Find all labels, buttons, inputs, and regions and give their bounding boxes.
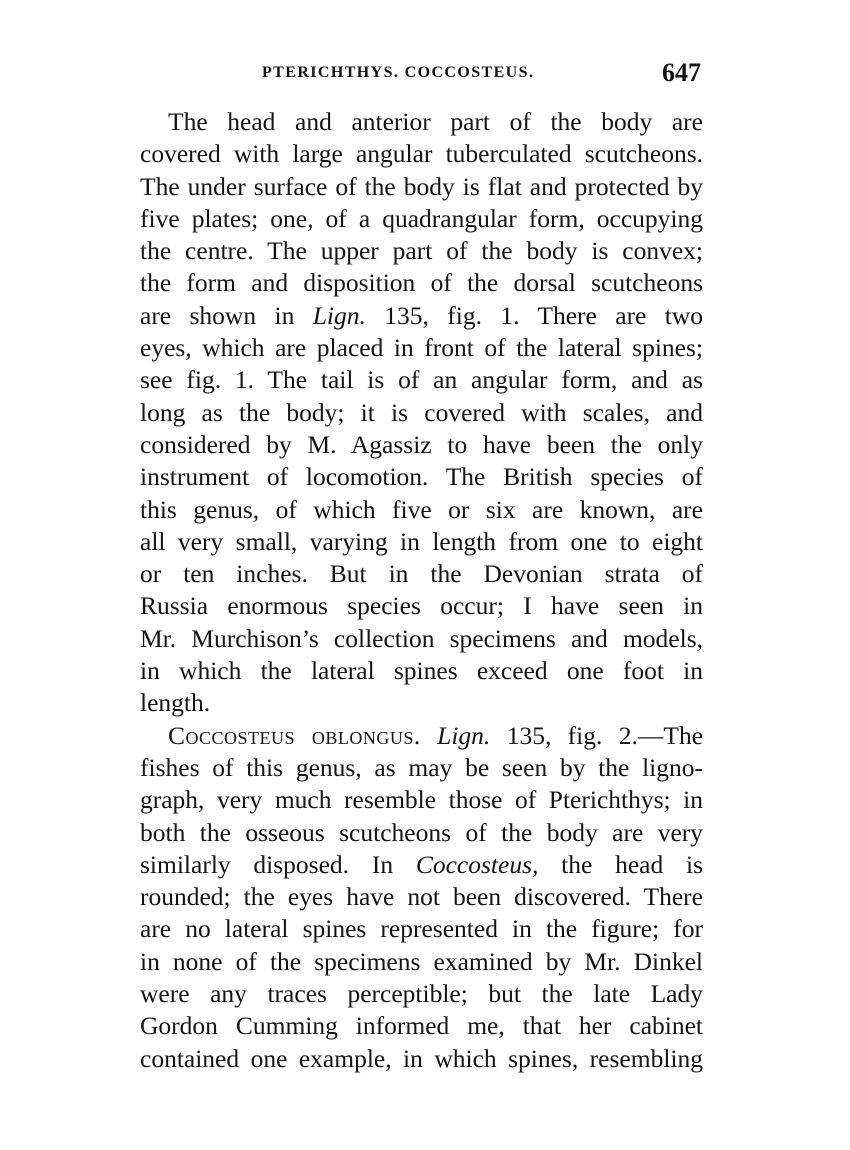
text-fragment: similarly disposed. In <box>140 849 394 879</box>
text-line: fishes of this genus, as may be seen by the ligno- <box>140 752 703 782</box>
text-line: the form and disposition of the dorsal scutcheons <box>140 268 703 298</box>
running-title: PTERICHTHYS. COCCOSTEUS. <box>262 64 535 81</box>
text-line-with-genus <box>140 849 703 881</box>
text-line: in none of the specimens examined by Mr. Dinkel <box>140 946 703 976</box>
text-line-with-reference <box>140 300 703 332</box>
text-line: both the osseous scutcheons of the body are very <box>140 817 703 847</box>
genus-name: Coccosteus, <box>415 849 539 879</box>
text-line: length. <box>140 688 211 718</box>
text-line: were any traces perceptible; but the late Lady <box>140 979 703 1009</box>
section-heading-line <box>140 720 703 752</box>
text-line: The head and anterior part of the body are <box>168 107 703 136</box>
text-fragment: 135, fig. 1. There are two <box>384 300 704 330</box>
text-line: rounded; the eyes have not been discovered. There <box>140 882 703 912</box>
text-line: Gordon Cumming informed me, that her cabinet <box>140 1011 703 1041</box>
text-line: considered by M. Agassiz to have been the only <box>140 429 703 459</box>
text-line: this genus, of which five or six are known, are <box>140 494 703 524</box>
text-line: Russia enormous species occur; I have seen in <box>140 591 703 621</box>
text-fragment: 135, fig. 2.—The <box>506 720 704 750</box>
text-line: or ten inches. But in the Devonian strata of <box>140 559 703 589</box>
running-header <box>140 60 705 90</box>
text-line: Mr. Murchison’s collection specimens and models, <box>140 623 703 653</box>
lign-reference: Lign. <box>437 720 491 750</box>
text-line: all very small, varying in length from one to eight <box>140 526 703 556</box>
body-text <box>140 106 703 1075</box>
text-line: eyes, which are placed in front of the lateral spines; <box>140 333 703 363</box>
text-line: long as the body; it is covered with scales, and <box>140 397 703 427</box>
text-line: instrument of locomotion. The British species of <box>140 462 703 492</box>
text-line: graph, very much resemble those of Pterichthys; in <box>140 785 703 815</box>
text-line: The under surface of the body is flat and protected by <box>140 171 703 201</box>
text-line: five plates; one, of a quadrangular form, occupying <box>140 203 703 233</box>
text-line: see fig. 1. The tail is of an angular form, and as <box>140 365 703 395</box>
page-number: 647 <box>662 58 701 87</box>
text-fragment: are shown in <box>140 300 295 330</box>
lign-reference: Lign. <box>312 300 366 330</box>
text-line: in which the lateral spines exceed one foot in <box>140 656 703 686</box>
species-heading: Coccosteus oblongus. <box>168 720 421 750</box>
text-line: are no lateral spines represented in the figure; for <box>140 914 703 944</box>
text-line: contained one example, in which spines, resembling <box>140 1043 703 1073</box>
text-line: covered with large angular tuberculated scutcheons. <box>140 139 703 169</box>
text-line: the centre. The upper part of the body is convex; <box>140 236 703 266</box>
text-fragment: the head is <box>561 849 704 879</box>
